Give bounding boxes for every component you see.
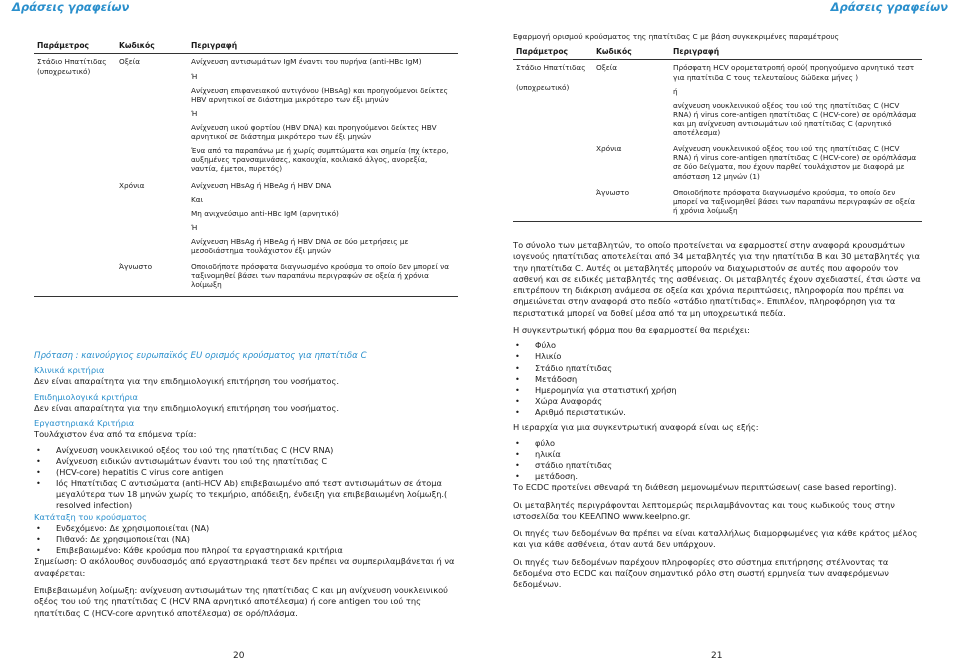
list-item: • Επιβεβαιωμένο: Κάθε κρούσμα που πληροί τα εργαστηριακά κριτήρια	[34, 545, 458, 556]
parameter-cell	[513, 60, 593, 143]
list-item: • Ανίχνευση ειδικών αντισωμάτων έναντι του ιού της ηπατίτιδας C	[34, 456, 458, 467]
acute-criterion: ανίχνευση νουκλεινικού οξέος του ιού της ηπατίτιδας C (HCV RNA) ή virus core-antigen ηπατίτιδας C (HCV-core) σε ορό/πλάσμα και μη ανίχνευση αντισωμάτων ιού ηπατίτιδας C (αρνητικό αποτέλεσμα)	[673, 100, 917, 138]
acute-criterion: Ένα από τα παραπάνω με ή χωρίς συμπτώματα και σημεία (πχ ίκτερο, αυξημένες τρανσαμινάσες, κακουχία, κοιλιακό άλγος, ανορεξία, ναυτία, έμετοι, πυρετός)	[191, 146, 449, 174]
or-separator: ή	[673, 86, 678, 96]
acute-criterion: Ανίχνευση αντισωμάτων IgM έναντι του πυρήνα (anti-HBc IgM)	[191, 57, 422, 67]
list-item: • Ηλικίο	[513, 351, 922, 362]
table-header-parameter: Παράμετρος	[34, 38, 116, 54]
acute-description	[188, 54, 458, 180]
acute-description	[670, 60, 922, 143]
variables-website-text: Οι μεταβλητές περιγράφονται λεπτομερώς περιλαμβάνοντας και τους κωδικούς τους στην ιστοσελίδα του ΚΕΕΛΠΝΟ www.keelpno.gr.	[513, 499, 895, 521]
clinical-criteria-text: Δεν είναι απαραίτητα για την επιδημιολογική επιτήρηση του νοσήματος.	[34, 376, 340, 387]
proposal-title: Πρόταση : καινούργιος ευρωπαϊκός EU ορισμός κρούσματος για ηπατίτιδα C	[34, 351, 367, 361]
page-number-left: 20	[233, 651, 245, 660]
parameter-cell: Στάδιο Ηπατίτιδας (υποχρεωτικό)	[37, 57, 107, 76]
chronic-description	[670, 143, 922, 186]
clinical-criteria-heading: Κλινικά κριτήρια	[34, 365, 105, 375]
case-based-reporting-text: Το ECDC προτείνει σθεναρά τη διάθεση μεμονωμένων περιπτώσεων( case based reporting).	[513, 482, 897, 493]
aggregate-form-list	[513, 340, 922, 418]
acute-criterion: Ανίχνευση επιφανειακού αντιγόνου (HBsAg) και προηγούμενοι δείκτες HBV αρνητικοί σε διάστημα μικρότερο των έξι μηνών	[191, 85, 448, 104]
or-separator: Ή	[191, 108, 198, 118]
hierarchy-list	[513, 438, 922, 483]
code-unknown: Άγνωστο	[596, 187, 630, 197]
unknown-text: Οποιοδήποτε πρόσφατα διαγνωσμένο κρούσμα το οποίο δεν μπορεί να ταξινομηθεί βάσει των παραπάνω περιγραφών σε οξεία ή χρόνια λοίμωξη	[191, 262, 450, 290]
list-item: • μετάδοση.	[513, 471, 922, 482]
note-text: Σημείωση: Ο ακόλουθος συνδυασμός από εργαστηριακά τεστ δεν πρέπει να συμπεριλαμβάνεται ή να αναφέρεται:	[34, 556, 455, 578]
chronic-text: Ανίχνευση νουκλεινικού οξέος του ιού της ηπατίτιδας C (HCV RNA) ή virus core-antigen ηπατίτιδας C (HCV-core) σε ορό/πλάσμα σε δύο δείγματα, που έχουν παρθεί τουλάχιστον με διαφορά με απόσταση 12 μηνών (1)	[673, 144, 917, 181]
epidemiological-criteria-text: Δεν είναι απαραίτητα για την επιδημιολογική επιτήρηση του νοσήματος.	[34, 402, 340, 413]
right-body-text	[513, 240, 922, 591]
laboratory-criteria-intro: Τουλάχιστον ένα από τα επόμενα τρία:	[34, 429, 197, 440]
unknown-description	[188, 261, 458, 296]
acute-criterion: Ανίχνευση ιικού φορτίου (HBV DNA) και προηγούμενοι δείκτες HBV αρνητικοί σε διάστημα μικρότερο των έξι μηνών	[191, 123, 437, 142]
laboratory-criteria-heading: Εργαστηριακά Κριτήρια	[34, 418, 135, 429]
hierarchy-intro: Η ιεραρχία για μια συγκεντρωτική αναφορά είναι ως εξής:	[513, 422, 759, 433]
hepatitis-b-parameter-table	[34, 38, 458, 297]
parameter-line: Στάδιο Ηπατίτιδας	[516, 63, 586, 73]
case-classification-list	[34, 523, 458, 556]
left-running-header: Δράσεις γραφείων	[12, 0, 130, 14]
and-separator: Και	[191, 194, 204, 204]
list-item: • (HCV-core) hepatitis C virus core antigen	[34, 467, 458, 478]
list-item: • φύλο	[513, 438, 922, 449]
right-running-header: Δράσεις γραφείων	[830, 0, 948, 14]
data-providers-text: Οι πηγές των δεδομένων παρέχουν πληροφορίες στο σύστημα επιτήρησης στέλνοντας τα δεδομένα στο ECDC και παίζουν σημαντικό ρόλο στη σωστή ερμηνεία των αναφερόμενων δεδομένων.	[513, 556, 889, 590]
left-definition-table-area	[34, 38, 458, 297]
list-item: • ηλικία	[513, 449, 922, 460]
variables-paragraph: Το σύνολο των μεταβλητών, το οποίο προτείνεται να εφαρμοστεί στην αναφορά κρουσμάτων ιογενούς ηπατίτιδας αποτελείται από 34 μεταβλητές για την ηπατίτιδα Β και 30 μεταβλητές για την ηπατίτιδα C. Αυτές οι μεταβλητές μπορούν να διαχωριστούν σε αυτές που αφορούν τον ασθενή και σε ειδικές μεταβλητές της ασθένειας. Οι μεταβλητές έχουν σχεδιαστεί, έτσι ώστε να επιτρέπουν τη διάκριση ανάμεσα σε οξεία και χρόνια περιπτώσεις, πληροφορία που πρέπει να σημειώνεται στην αναφορά στο πεδίο «στάδιο ηπατίτιδας». Επιπλέον, πληροφόρηση για τα περιστατικά μπορεί να δοθεί μέσα από τα μη υποχρεωτικά πεδία.	[513, 240, 921, 318]
chronic-criterion: Μη ανιχνεύσιμο anti-HBc IgM (αρνητικό)	[191, 208, 339, 218]
list-item: • Ανίχνευση νουκλεινικού οξέος του ιού της ηπατίτιδας C (HCV RNA)	[34, 445, 458, 456]
list-item: • Αριθμό περιστατικών.	[513, 407, 922, 418]
chronic-description	[188, 180, 458, 262]
list-item: • Ενδεχόμενο: Δε χρησιμοποιείται (NA)	[34, 523, 458, 534]
list-item: • Φύλο	[513, 340, 922, 351]
table-caption: Εφαρμογή ορισμού κρούσματος της ηπατίτιδας C με βάση συγκεκριμένες παραμέτρους	[513, 32, 840, 41]
table-header-description: Περιγραφή	[670, 44, 922, 60]
list-item: • Πιθανό: Δε χρησιμοποιείται (NA)	[34, 534, 458, 545]
left-body-text	[34, 348, 458, 619]
or-separator: Ή	[191, 222, 198, 232]
aggregate-form-intro: Η συγκεντρωτική φόρμα που θα εφαρμοστεί θα περιέχει:	[513, 324, 750, 335]
chronic-criterion: Ανίχνευση HBsAg ή HBeAg ή HBV DNA σε δύο μετρήσεις με μεσοδιάστημα τουλάχιστον έξι μηνών	[191, 237, 409, 256]
list-item: • Χώρα Αναφοράς	[513, 396, 922, 407]
laboratory-criteria-list	[34, 445, 458, 512]
table-header-parameter: Παράμετρος	[513, 44, 593, 60]
code-unknown: Άγνωστο	[119, 262, 153, 272]
right-definition-table-area	[513, 32, 922, 222]
list-item: • στάδιο ηπατίτιδας	[513, 460, 922, 471]
unknown-description	[670, 187, 922, 222]
resolved-infection-text: Επιβεβαιωμένη λοίμωξη: ανίχνευση αντισωμάτων της ηπατίτιδας C και μη ανίχνευση νουκλεινικού οξέος του ιού της ηπατίτιδας C (HCV RNA αρνητικό αποτέλεσμα) ή core antigen του ιού της ηπατίτιδας C (HCV-core αρνητικό αποτέλεσμα) σε ορό/πλάσμα.	[34, 584, 448, 618]
table-header-code: Κωδικός	[116, 38, 188, 54]
table-header-code: Κωδικός	[593, 44, 670, 60]
code-chronic: Χρόνια	[596, 144, 622, 154]
table-header-description: Περιγραφή	[188, 38, 458, 54]
page-number-right: 21	[711, 651, 723, 660]
code-acute: Οξεία	[119, 57, 141, 67]
case-classification-heading: Κατάταξη του κρούσματος	[34, 511, 147, 522]
acute-criterion: Πρόσφατη HCV ορομετατροπή ορού( προηγούμενο αρνητικό τεστ για ηπατίτιδα C τους τελευταίους δώδεκα μήνες )	[673, 63, 915, 82]
code-chronic: Χρόνια	[119, 180, 145, 190]
list-item: • Στάδιο ηπατίτιδας	[513, 363, 922, 374]
list-item: • Μετάδοση	[513, 374, 922, 385]
code-acute: Οξεία	[596, 63, 618, 73]
right-page	[480, 0, 960, 660]
or-separator: Ή	[191, 71, 198, 81]
list-item: • Ιός Ηπατίτιδας C αντισώματα (anti-HCV Ab) επιβεβαιωμένο από τεστ αντισωμάτων σε άτομα μεγαλύτερα των 18 μηνών χωρίς το τεκμήριο, απόδειξη, ένδειξη για επιβεβαιωμένη λοίμωξη.( resolved infection)	[34, 478, 458, 511]
list-item: • Ημερομηνία για στατιστική χρήση	[513, 385, 922, 396]
parameter-line: (υποχρεωτικό)	[516, 82, 570, 92]
epidemiological-criteria-heading: Επιδημιολογικά κριτήρια	[34, 391, 139, 402]
unknown-text: Οποιοδήποτε πρόσφατα διαγνωσμένο κρούσμα, το οποίο δεν μπορεί να ταξινομηθεί βάσει των παραπάνω περιγραφών σε οξεία ή χρόνια λοίμωξη	[673, 187, 916, 215]
hepatitis-c-parameter-table	[513, 44, 922, 222]
chronic-criterion: Ανίχνευση HBsAg ή HBeAg ή HBV DNA	[191, 180, 332, 190]
data-sources-text: Οι πηγές των δεδομένων θα πρέπει να είναι καταλλήλως διαμορφωμένες για κάθε κράτος μέλος και για κάθε ασθένεια, όταν αυτά δεν υπάρχουν.	[513, 528, 918, 550]
